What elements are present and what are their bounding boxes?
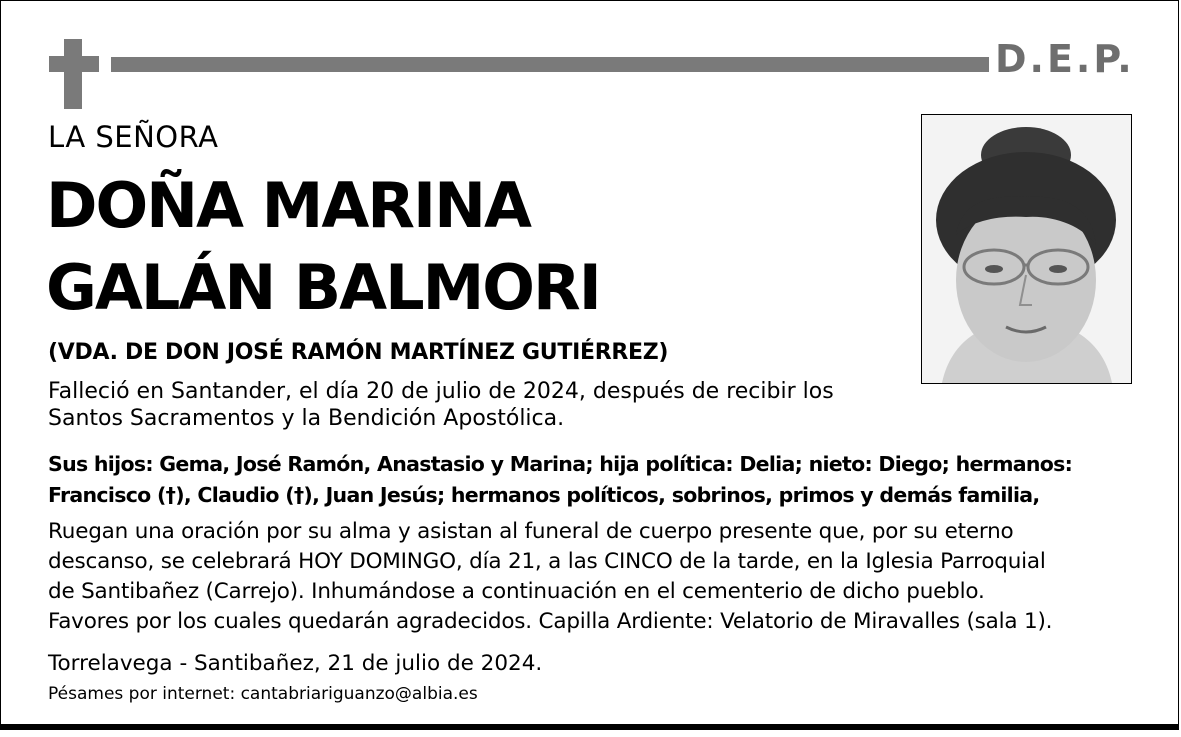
death-paragraph	[48, 378, 834, 432]
portrait-photo	[921, 114, 1132, 384]
header-rule	[111, 57, 989, 72]
portrait-image	[922, 115, 1131, 383]
text-line: Favores por los cuales quedarán agradecidos. Capilla Ardiente: Velatorio de Miravalles (sala 1).	[48, 609, 1053, 634]
text-line: descanso, se celebrará HOY DOMINGO, día 21, a las CINCO de la tarde, en la Iglesia Parroquial	[48, 549, 1046, 574]
funeral-paragraph	[48, 517, 1052, 637]
deceased-name-line-1: DOÑA MARINA	[46, 169, 530, 242]
place-date: Torrelavega - Santibañez, 21 de julio de 2024.	[48, 651, 543, 676]
text-line: de Santibañez (Carrejo). Inhumándose a continuación en el cementerio de dicho pueblo.	[48, 579, 985, 604]
cross-icon-bar	[49, 56, 99, 72]
condolences-line: Pésames por internet: cantabriariguanzo@albia.es	[48, 684, 478, 704]
text-line: Ruegan una oración por su alma y asistan al funeral de cuerpo presente que, por su eterno	[48, 519, 1014, 544]
dep-label: D.E.P.	[995, 37, 1135, 81]
text-line: Francisco (†), Claudio (†), Juan Jesús; hermanos políticos, sobrinos, primos y demás familia,	[48, 483, 1040, 507]
widow-of: (VDA. DE DON JOSÉ RAMÓN MARTÍNEZ GUTIÉRREZ)	[48, 340, 669, 365]
deceased-name-line-2: GALÁN BALMORI	[46, 251, 600, 324]
text-line: Sus hijos: Gema, José Ramón, Anastasio y Marina; hija política: Delia; nieto: Diego; hermanos:	[48, 452, 1073, 476]
text-line: Falleció en Santander, el día 20 de julio de 2024, después de recibir los	[48, 379, 834, 404]
text-line: Santos Sacramentos y la Bendición Apostólica.	[48, 406, 565, 431]
honorific: LA SEÑORA	[48, 120, 219, 154]
cross-icon	[64, 39, 82, 109]
family-paragraph	[48, 449, 1072, 511]
